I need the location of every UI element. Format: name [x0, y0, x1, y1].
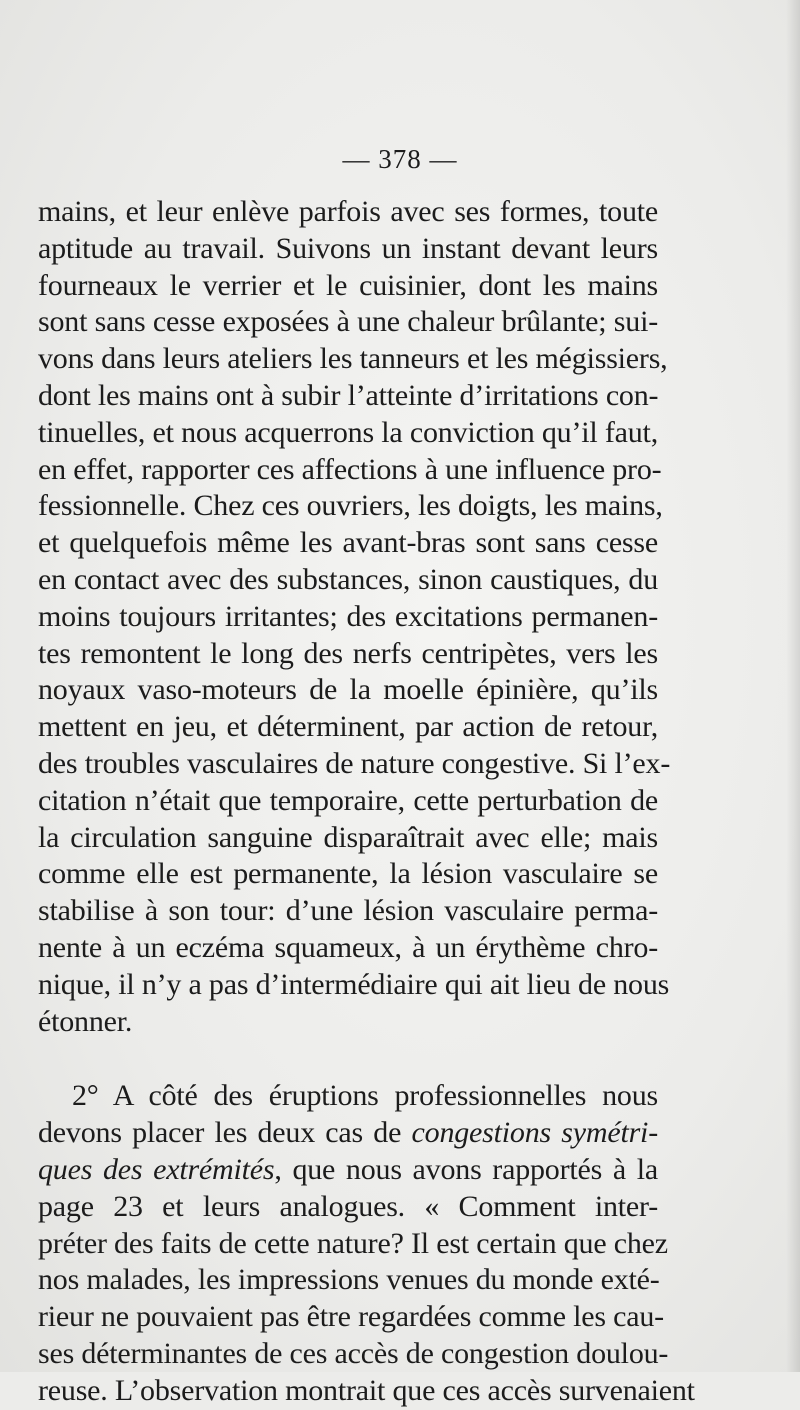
text-line: comme elle est permanente, la lésion vasculaire se [38, 857, 658, 891]
text-line: mains, et leur enlève parfois avec ses formes, toute [38, 195, 658, 228]
text-line: stabilise à son tour: d’une lésion vasculaire perma- [38, 894, 658, 928]
text-line: dont les mains ont à subir l’atteinte d’irritations con- [38, 378, 659, 412]
body-text [38, 194, 695, 1410]
text-line [38, 1152, 658, 1189]
text-line: page 23 et leurs analogues. « Comment inter- [38, 1189, 658, 1223]
text-line: et quelquefois même les avant-bras sont sans cesse [38, 526, 658, 560]
text-line: tes remontent le long des nerfs centripètes, vers les [38, 636, 658, 670]
paragraph-1 [38, 194, 671, 1040]
text-line: sont sans cesse exposées à une chaleur brûlante; sui- [38, 305, 658, 339]
text-line: rieur ne pouvaient pas être regardées comme les cau- [38, 1300, 664, 1334]
paragraph-2 [38, 1078, 695, 1409]
text-line: ses déterminantes de ces accès de congestion doulou- [38, 1336, 669, 1370]
text-line: aptitude au travail. Suivons un instant devant leurs [38, 231, 658, 265]
text-line: moins toujours irritantes; des excitations permanen- [38, 599, 658, 633]
italic-text: ques des extrémités [38, 1152, 275, 1186]
text-line: nique, il n’y a pas d’intermédiaire qui ait lieu de nous [38, 967, 670, 1001]
text-run: , que nous avons rapportés à la [274, 1152, 659, 1186]
text-line [38, 1115, 658, 1152]
text-line: fourneaux le verrier et le cuisinier, dont les mains [38, 268, 658, 302]
text-line: la circulation sanguine disparaîtrait avec elle; mais [38, 820, 658, 854]
text-line: étonner. [38, 1004, 133, 1038]
text-line: en effet, rapporter ces affections à une influence pro- [38, 452, 662, 486]
text-line: en contact avec des substances, sinon caustiques, du [38, 562, 658, 596]
text-line: citation n’était que temporaire, cette perturbation de [38, 783, 658, 817]
text-run: devons placer les deux cas de [38, 1116, 412, 1150]
text-line: préter des faits de cette nature? Il est certain que chez [38, 1226, 668, 1260]
text-line: nente à un eczéma squameux, à un érythème chro- [38, 930, 658, 964]
page-edge-shadow [786, 0, 800, 1372]
text-line: 2° A côté des éruptions professionnelles nous [72, 1079, 658, 1113]
paragraph-gap [38, 1040, 658, 1078]
text-line: des troubles vasculaires de nature congestive. Si l’ex- [38, 746, 671, 780]
italic-text: congestions symétri- [411, 1116, 658, 1150]
text-line: fessionnelle. Chez ces ouvriers, les doigts, les mains, [38, 489, 663, 523]
text-line: nos malades, les impressions venues du monde exté- [38, 1263, 660, 1297]
text-line: vons dans leurs ateliers les tanneurs et les mégissiers, [38, 342, 668, 376]
text-line: reuse. L’observation montrait que ces accès survenaient [38, 1373, 695, 1407]
text-line: noyaux vaso-moteurs de la moelle épinière, qu’ils [38, 673, 658, 707]
page-number: — 378 — [342, 144, 458, 174]
text-line: mettent en jeu, et déterminent, par action de retour, [38, 710, 658, 744]
text-line: tinuelles, et nous acquerrons la conviction qu’il faut, [38, 415, 658, 449]
